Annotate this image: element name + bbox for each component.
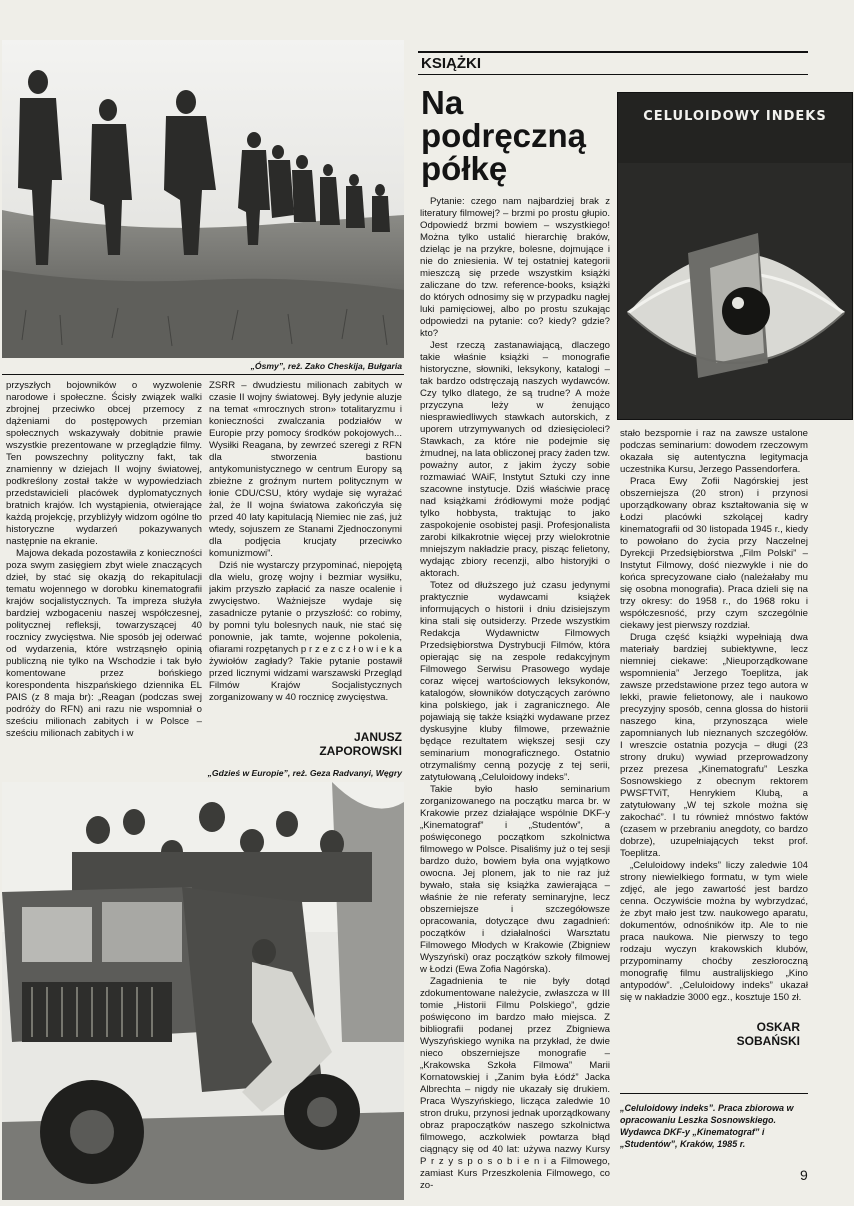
top-photo-image bbox=[2, 40, 404, 358]
headline bbox=[421, 86, 611, 185]
article1-paragraph: ZSRR – dwudziestu milionach zabitych w czasie II wojny światowej. Były jedynie aluzje na temat «mrocznych stron» totalitaryzmu i konieczności zwalczania podziałów w Europie przy pomocy środków pokojowych... Wysiłki Reagana, by zewrzeć szeregi z RFN dla stworzenia bastionu antykomunistycznego w centrum Europy są zbieżne z groźnym nurtem politycznym w łonie CDU/CSU, który wydaje się wyrażać żal, że II wojna światowa zakończyła się przed 40 laty kapitulacją Niemiec nie zaś, już wtedy, sojuszem ze Stanami Zjednoczonymi dla podjęcia krucjaty przeciwko komunizmowi”. bbox=[209, 380, 402, 559]
article2-paragraph: Praca Ewy Zofii Nagórskiej jest obszerniejsza (20 stron) i przynosi uporządkowany obraz kształtowania się w Łodzi placówki szkolącej kadry kinematografii od 30 listopada 1945 r., kiedy to powołano do życia przy Naczelnej Dyrekcji Przedsiębiorstwa „Film Polski” – Instytut Filmowy, dość niezwykle i nie do końca sprecyzowane ciało (należałaby mu się osobna monografia). Praca dzieli się na trzy okresy: do 1958 r., do 1968 roku i współczesność, przy czym szczególnie ciekawy jest pierwszy rozdział. bbox=[620, 476, 808, 631]
article2-paragraph: Totez od dłuższego już czasu jedynymi praktycznie wydawcami książek informujących o historii i dniu dzisiejszym kina stali się outsiderzy. Przede wszystkim Redakcja Wydawnictw Filmowych Przedsiębiorstwa Dystrybucji Filmów, która opierając się na zespole redakcyjnym Filmowego Serwisu Prasowego wydaje coraz więcej wartościowych leksykonów, katalogów, słowników dotyczących zarówno kina polskiego, jak i zagranicznego. Ale pojawiają się także książki wydawane przez dyskusyjne kluby filmowe, przeważnie będące rezultatem większej sesji czy seminarium monograficznego. Ostatnio otrzymaliśmy cenną pozycję z tej serii, zatytułowaną „Celuloidowy indeks”. bbox=[420, 580, 610, 783]
article2-author-last: SOBAŃSKI bbox=[736, 1034, 800, 1048]
headline-line: Na bbox=[421, 84, 464, 121]
article2-author-first: OSKAR bbox=[756, 1020, 800, 1034]
article1-column2 bbox=[209, 380, 402, 730]
article2-column4 bbox=[620, 428, 808, 1016]
article1-paragraph: przyszłych bojowników o wyzwolenie narodowe i społeczne. Ścisły związek walki zbrojnej przeciwko obcej przemocy z dążeniami do postępowych przemian społecznych wskazywały dobitnie prawie wszystkie prezentowane w przeglądzie filmy. Ten powszechny polityczny fakt, tak znamienny w dziejach II wojny światowej, podkreślony został także w wypowiedziach przedstawicieli placówek dyplomatycznych bratnich krajów. Ich wystąpienia, otwierające każdą projekcję, przybliżyły widzom ogólne tło historyczne wydarzeń pokazywanych następnie na ekranie. bbox=[6, 380, 202, 547]
footnote-rule bbox=[620, 1093, 808, 1094]
bottom-photo-caption: „Gdzieś w Europie”, reż. Geza Radvanyi, Węgry bbox=[207, 768, 402, 778]
article2-column3 bbox=[420, 196, 610, 1200]
left-article-top-rule bbox=[2, 374, 404, 375]
article2-paragraph: Druga część książki wypełniają dwa materiały bardziej subiektywne, lecz niemniej ciekawe: „Nieuporządkowane wspomnienia” Jerzego Toeplitza, jak zawsze przedstawione przez tego autora w lekki, prawie felietonowy, ale i naukowo precyzyjny sposób, cenna glossa do historii naszego kina, przynosząca wiele zapomnianych lub nieznanych szczegółów. I wreszcie ostatnia pozycja – długi (23 strony druku) wywiad przeprowadzony przez prezesa „Kinematografu” Leszka Sosnowskiego z obecnym rektorem PWSFTViT, Henrykiem Klubą, a zatytułowany „W tej szkole można się zakochać”. I tu również mnóstwo faktów (czasem w przebraniu anegdoty, co bardzo dobrze), uzupełniających tekst prof. Toeplitza. bbox=[620, 632, 808, 859]
book-cover bbox=[617, 92, 853, 420]
book-cover-title: CELULOIDOWY INDEKS bbox=[643, 109, 827, 124]
section-top-rule bbox=[418, 51, 808, 53]
article1-author bbox=[260, 730, 402, 758]
section-bottom-rule bbox=[418, 74, 808, 75]
top-photo-caption: „Ósmy”, reż. Zako Cheskija, Bułgaria bbox=[250, 361, 402, 371]
article1-author-first: JANUSZ bbox=[353, 730, 402, 744]
article2-paragraph: Takie było hasło seminarium zorganizowanego na początku marca br. w Krakowie przez działające wspólnie DKF-y „Kinematograf” i „Studentów”, a poświęconego początkom szkolnictwa filmowego w Polsce. Pisaliśmy już o tej sesji bardzo dużo, bowiem była ona wyjątkowo owocna. Jej plonem, jak to nie raz już bywało, stała się książka zawierająca – właśnie że nie referaty seminaryjne, lecz obszerniejsze i szczegółowsze opracowania, dotyczące dwu zagadnień: początków i działalności Warsztatu Filmowego Młodych w Krakowie (Zbigniew Wyszyński) oraz początków szkoły filmowej w Łodzi (Ewa Zofia Nagórska). bbox=[420, 784, 610, 975]
book-cover-illustration bbox=[618, 163, 852, 419]
page-number: 9 bbox=[800, 1167, 808, 1183]
headline-line: półkę bbox=[421, 150, 508, 187]
section-label: KSIĄŻKI bbox=[421, 55, 481, 72]
article1-paragraph: Dziś nie wystarczy przypominać, niepojętą dla wielu, grozę wojny i bezmiar wysiłku, jakim przyszło zapłacić za nasze ocalenie i zwycięstwo. Ważniejsze wydaje się zasadnicze pytanie o przyszłość: co robimy, by pomni tylu bolesnych nauk, nie stać się ponownie, jak tamte, wojenne pokolenia, ofiarami rozpętanych p r z e z c z ł o w i e k a żywiołów zagłady? Takie pytanie postawił przed licznymi widzami warszawski Przegląd Filmów Krajów Socjalistycznych zorganizowany w 40 rocznicę zwycięstwa. bbox=[209, 560, 402, 703]
bottom-photo-image bbox=[2, 782, 404, 1200]
article2-paragraph: Jest rzeczą zastanawiającą, dlaczego takie właśnie książki – monografie historyczne, słowniki, leksykony, katalogi – tak bardzo odstręczają naszych wydawców. Czy tylko dlatego, że są trudne? A może przyczyna leży w żenująco niesprawiedliwych stawkach autorskich, z uporem utrzymywanych od dziesięcioleci? Stawkach, za które nie podejmie się żmudnej, na lata obliczonej pracy żaden tzw. poważny autor, z jakim życzy sobie rozmawiać WAiF, Instytut Sztuki czy inne szacowne instytucje. Dziś właściwie pracę nad książkami źródłowymi może podjąć tylko hobbysta, traktując to jako zaspokojenie osobistej pasji. Profesjonalista zarobi kilkakrotnie więcej przy wielokrotnie mniejszym nakładzie pracy, pisząc felietony, wydając zbiory recenzji, albo historyjki o aktorach. bbox=[420, 340, 610, 579]
article2-paragraph: Pytanie: czego nam najbardziej brak z literatury filmowej? – brzmi po prostu głupio. Odpowiedź brzmi bowiem – wszystkiego! Można tylko ustalić hierarchię braków, dzieląc je na przykre, bolesne, dojmujące i nie do zniesienia. W tej ostatniej kategorii mieszczą się przede wszystkim książki zaliczane do tzw. reference-books, książki do których odnosimy się w przypadku nagłej luki pamięciowej, albo po prostu szukając odpowiedzi na pytanie: co? kiedy? gdzie? kto? bbox=[420, 196, 610, 339]
bottom-photo bbox=[2, 782, 404, 1200]
top-photo bbox=[2, 40, 404, 358]
book-footnote: „Celuloidowy indeks”. Praca zbiorowa w opracowaniu Leszka Sosnowskiego. Wydawca DKF-y „Kinematograf” i „Studentów”, Kraków, 1985 r. bbox=[620, 1103, 794, 1149]
article1-author-last: ZAPOROWSKI bbox=[319, 744, 402, 758]
article2-paragraph: Zagadnienia te nie były dotąd zdokumentowane należycie, zwłaszcza w III tomie „Historii Filmu Polskiego”, gdzie poświęcono im bardzo mało miejsca. Z bibliografii podanej przez Zbigniewa Wyszyńskiego wynika na przykład, że dwie nieco obszerniejsze monografie – „Krakowska Szkoła Filmowa” Marii Kornatowskiej i „Zanim była Łódź” Jacka Albrechta – nigdy nie ukazały się drukiem. Praca Wyszyńskiego, licząca zaledwie 10 stron druku, przynosi jednak uporządkowany obraz prapoczątków naszego szkolnictwa filmowego, aczkolwiek powtarza błąd ciągnący się od 40 lat: używa nazwy Kursy P r z y s p o s o b i e n i a Filmowego, zamiast Kurs Przeszkolenia Filmowego, co zo- bbox=[420, 976, 610, 1191]
article2-paragraph: stało bezspornie i raz na zawsze ustalone podczas seminarium: dowodem rzeczowym okazała się autentyczna legitymacja uczestnika Kursu, Jerzego Passendorfera. bbox=[620, 428, 808, 475]
article1-column1 bbox=[6, 380, 202, 758]
article1-paragraph: Majowa dekada pozostawiła z konieczności poza swym zasięgiem zbyt wiele znaczących dzieł, by stać się okazją do rekapitulacji tematu wojennego w dorobku kinematografii krajów socjalistycznych. Ta impreza służyła bardziej wzbogaceniu naszej współczesnej, politycznej refleksji, towarzyszącej 40 rocznicy zwycięstwa. Nie sposób jej oderwać od wydarzenia, które wstrząsnęło opinią publiczną nie tylko na Wschodzie i tak było komentowane przez bońskiego korespondenta hiszpańskiego dziennika EL PAIS (z 8 maja br): „Reagan (podczas swej podróży do RFN) ani razu nie wspomniał o sześciu milionach zabitych i w Polsce – sześciu milionach zabitych i w bbox=[6, 548, 202, 739]
article2-author bbox=[680, 1020, 800, 1048]
headline-line: podręczną bbox=[421, 117, 587, 154]
article2-paragraph: „Celuloidowy indeks” liczy zaledwie 104 strony niewielkiego formatu, w tym wiele zdjęć, ale jego zawartość jest bardzo cenna. Oczywiście można by wybrzydzać, że zbyt mało jest tzw. naukowego aparatu, dokumentów, odnośników itp. Ale to nie praca naukowa. Nie pierwszy to tego rodzaju wyczyn krakowskich klubów, przypominamy choćby zeszłoroczną monografię filmu australijskiego „Kino antypodów”. „Celuloidowy indeks” ukazał się w nakładzie 3000 egz., kosztuje 150 zł. bbox=[620, 860, 808, 1003]
